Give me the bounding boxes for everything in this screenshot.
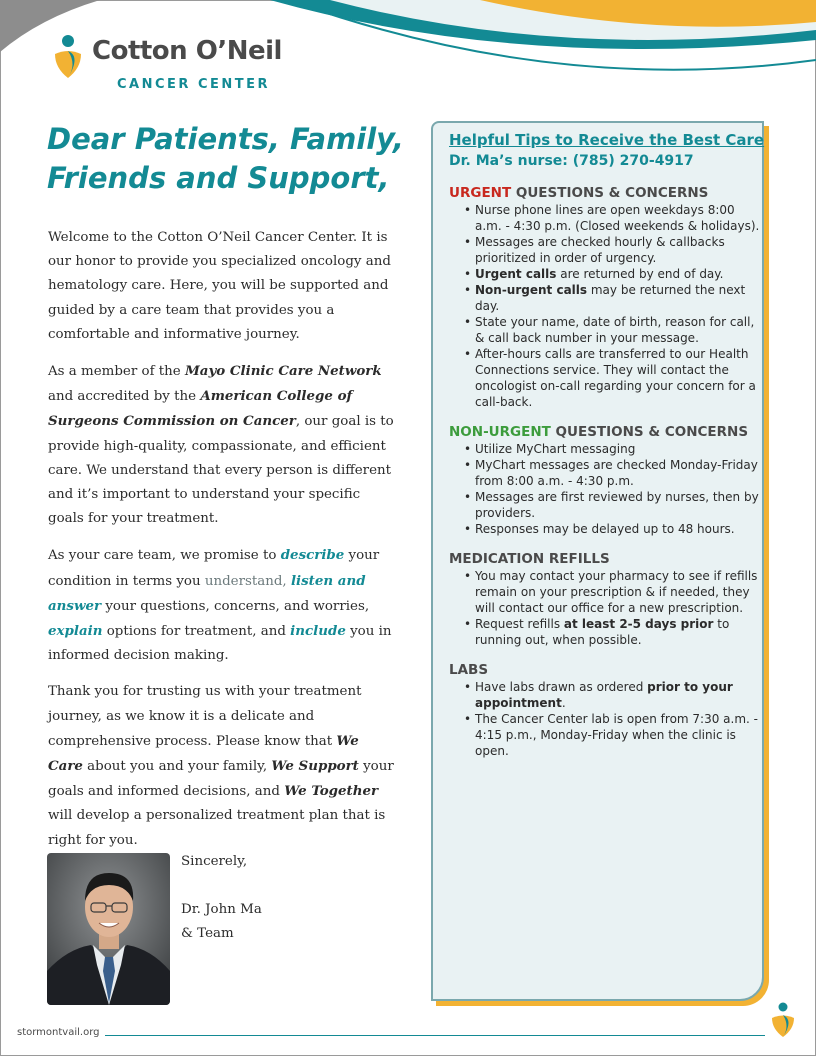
text-run: As your care team, we promise to xyxy=(48,548,281,564)
tips-content xyxy=(449,131,765,759)
tips-panel xyxy=(431,121,764,1001)
text-run: , our goal is to provide high-quality, compassionate, and efficient care. We understand that every person is different and it’s important to understand your specific goals for your treatment. xyxy=(48,414,394,527)
promise-include: include xyxy=(290,623,346,640)
section-heading xyxy=(449,185,761,201)
item-text: . xyxy=(561,696,566,710)
brand-logo xyxy=(52,34,312,98)
list-item xyxy=(459,234,761,266)
letter-paragraph-3 xyxy=(48,543,398,668)
section-non-urgent xyxy=(449,424,761,537)
list-item xyxy=(459,266,761,282)
list-item xyxy=(459,489,761,521)
item-text: Messages are first reviewed by nurses, then by providers. xyxy=(475,490,759,520)
item-bold: at least 2-5 days prior xyxy=(563,617,714,631)
text-run: your questions, concerns, and worries, xyxy=(101,598,370,614)
text-run: understand, xyxy=(204,573,287,589)
text-run: and accredited by the xyxy=(48,389,201,405)
list-item xyxy=(459,616,761,648)
list-item xyxy=(459,568,761,616)
we-care: We Care xyxy=(48,732,359,775)
signoff-spacer xyxy=(181,874,262,898)
letter-paragraph-2 xyxy=(48,359,398,531)
item-bold: Urgent calls xyxy=(475,267,557,281)
brand-name: Cotton O’Neil xyxy=(92,36,282,66)
item-text: may be returned the next day. xyxy=(475,283,746,313)
labs-list xyxy=(459,679,761,759)
item-text: State your name, date of birth, reason for call, & call back number in your message. xyxy=(475,315,755,345)
item-bold: Non-urgent calls xyxy=(475,283,588,297)
promise-listen: listen and answer xyxy=(48,572,366,614)
item-text: The Cancer Center lab is open from 7:30 a.m. - 4:15 p.m., Monday-Friday when the clinic is open. xyxy=(475,712,759,758)
non-urgent-list xyxy=(459,441,761,537)
section-urgent xyxy=(449,185,761,410)
item-text: Request refills xyxy=(475,617,564,631)
heading-rest: QUESTIONS & CONCERNS xyxy=(550,424,749,440)
text-run: options for treatment, and xyxy=(102,624,291,640)
list-item xyxy=(459,711,761,759)
non-urgent-label: NON-URGENT xyxy=(449,424,551,440)
text-run: about you and your family, xyxy=(82,759,272,775)
text-run: As a member of the xyxy=(48,364,185,380)
logo-mark-icon xyxy=(52,34,84,80)
greeting-line-1: Dear Patients, Family, xyxy=(47,122,404,156)
item-text: are returned by end of day. xyxy=(556,267,724,281)
text-run: your goals and informed decisions, and xyxy=(48,759,394,800)
item-bold: prior to your appointment xyxy=(475,680,733,710)
section-heading: MEDICATION REFILLS xyxy=(449,551,610,567)
section-heading: LABS xyxy=(449,662,489,678)
promise-describe: describe xyxy=(280,547,345,564)
item-text: You may contact your pharmacy to see if refills remain on your prescription & if needed, they will contact our office for a new prescription. xyxy=(475,569,758,615)
text-run: will develop a personalized treatment plan that is right for you. xyxy=(48,808,386,848)
letter-paragraph-1: Welcome to the Cotton O’Neil Cancer Center. It is our honor to provide you specialized oncology and hematology care. Here, you will be supported and guided by a care team that provides you a comfortable and informative journey. xyxy=(48,230,391,342)
we-support: We Support xyxy=(271,758,359,775)
urgent-list xyxy=(459,202,761,410)
item-text: MyChart messages are checked Monday-Friday from 8:00 a.m. - 4:30 p.m. xyxy=(475,458,758,488)
nurse-phone: Dr. Ma’s nurse: (785) 270-4917 xyxy=(449,153,694,169)
promise-explain: explain xyxy=(48,623,103,640)
list-item xyxy=(459,441,761,457)
section-heading xyxy=(449,424,761,440)
refills-list xyxy=(459,568,761,648)
signoff xyxy=(181,850,262,946)
item-text: Responses may be delayed up to 48 hours. xyxy=(475,522,735,536)
letter-paragraph-4 xyxy=(48,680,398,852)
greeting-heading xyxy=(47,120,407,198)
we-together: We Together xyxy=(284,783,379,800)
accreditation-name: American College of Surgeons Commission on Cancer xyxy=(48,388,353,430)
footer-website[interactable]: stormontvail.org xyxy=(17,1027,100,1038)
heading-rest: QUESTIONS & CONCERNS xyxy=(511,185,709,201)
text-run: you in informed decision making. xyxy=(48,624,392,664)
text-run: your condition in terms you xyxy=(48,548,380,589)
list-item xyxy=(459,679,761,711)
item-text: After-hours calls are transferred to our Health Connections service. They will contact the oncologist on-call regarding your concern for a call-back. xyxy=(475,347,756,409)
signer-team: & Team xyxy=(181,926,234,941)
list-item xyxy=(459,457,761,489)
greeting-line-2: Friends and Support, xyxy=(47,161,390,195)
letter-body xyxy=(48,226,398,865)
list-item xyxy=(459,314,761,346)
item-text: Utilize MyChart messaging xyxy=(475,442,636,456)
mayo-network-name: Mayo Clinic Care Network xyxy=(184,363,382,380)
item-text: Have labs drawn as ordered xyxy=(475,680,648,694)
urgent-label: URGENT xyxy=(449,185,512,201)
brand-subtitle: CANCER CENTER xyxy=(117,77,270,92)
doctor-photo xyxy=(47,853,170,1005)
signer-name: Dr. John Ma xyxy=(181,902,262,917)
item-text: Messages are checked hourly & callbacks prioritized in order of urgency. xyxy=(475,235,725,265)
item-text: Nurse phone lines are open weekdays 8:00 a.m. - 4:30 p.m. (Closed weekends & holidays). xyxy=(475,203,760,233)
text-run: Thank you for trusting us with your treatment journey, as we know it is a delicate and comprehensive process. Please know that xyxy=(48,684,362,749)
footer-logo-mark-icon xyxy=(770,1002,796,1038)
item-text: to running out, when possible. xyxy=(475,617,730,647)
section-labs xyxy=(449,662,761,759)
list-item xyxy=(459,282,761,314)
list-item xyxy=(459,346,761,410)
list-item xyxy=(459,521,761,537)
section-refills xyxy=(449,551,761,648)
tips-title: Helpful Tips to Receive the Best Care xyxy=(449,131,765,149)
closing-text: Sincerely, xyxy=(181,854,248,869)
list-item xyxy=(459,202,761,234)
footer-rule xyxy=(105,1035,765,1036)
